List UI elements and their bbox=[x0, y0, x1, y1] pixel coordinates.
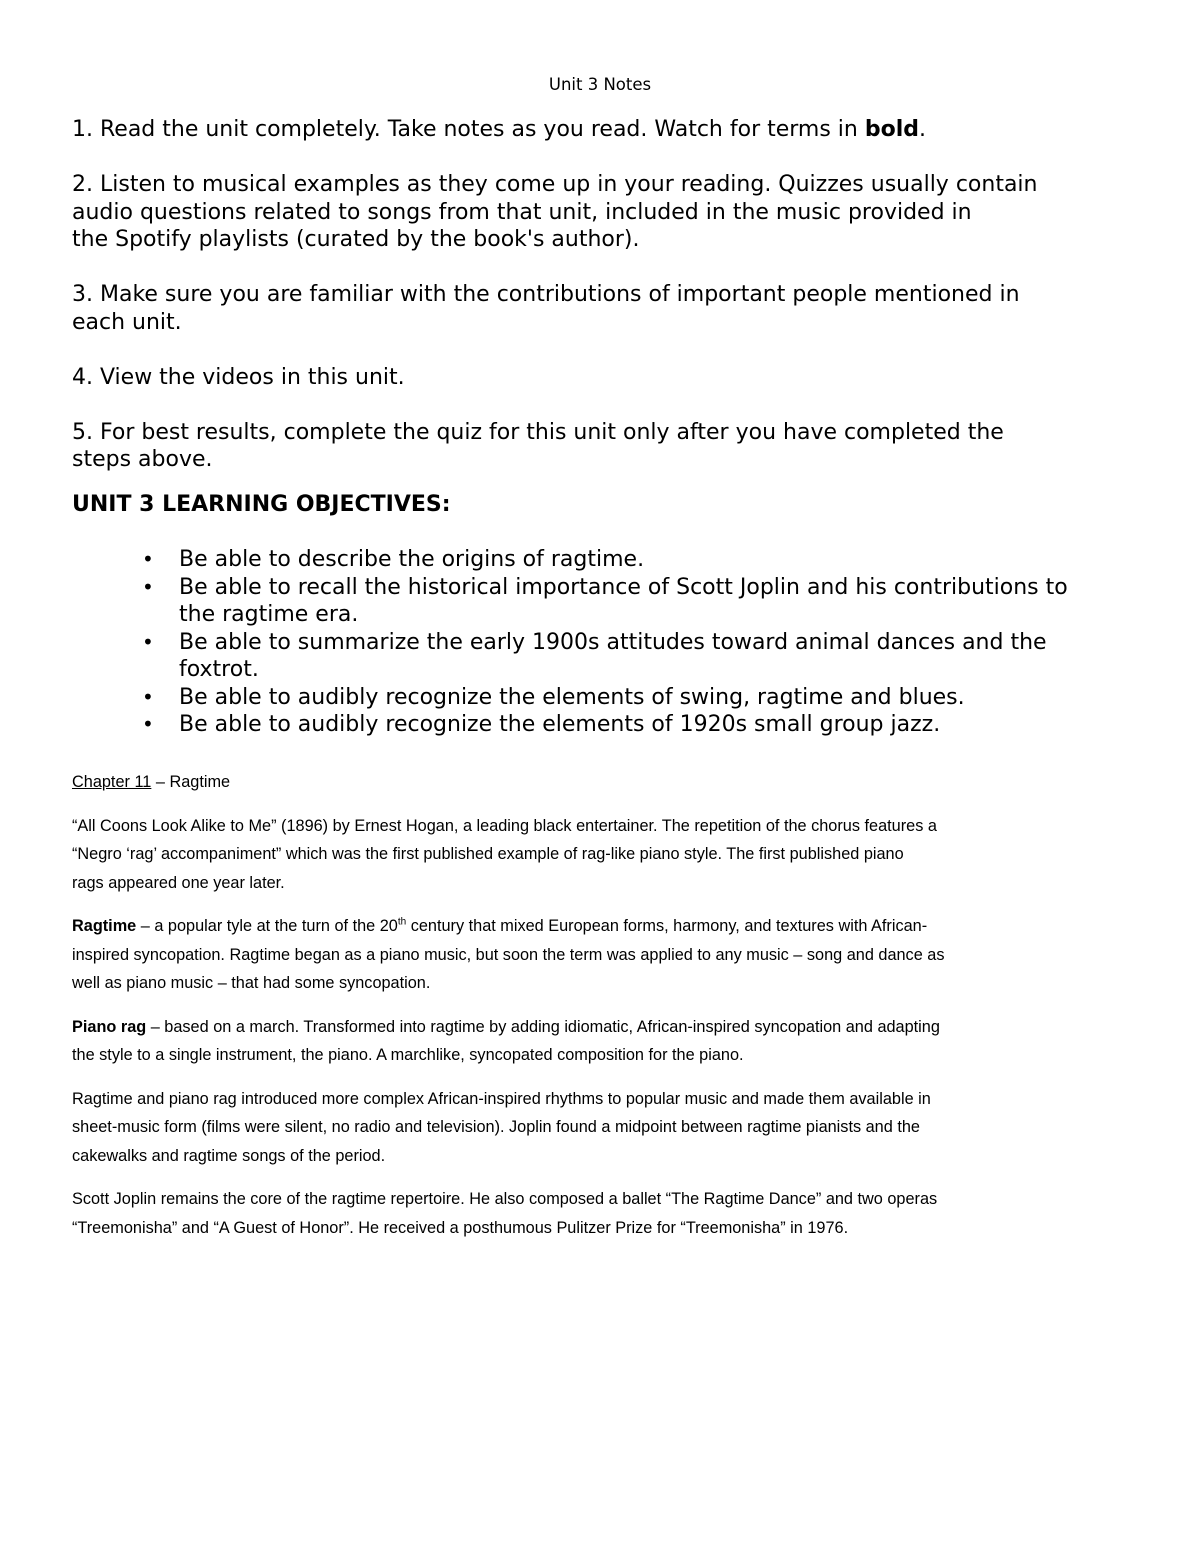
step-3-line-2: each unit. bbox=[72, 309, 182, 335]
objective-1-text: Be able to describe the origins of ragtime. bbox=[179, 547, 645, 572]
step-1-period: . bbox=[919, 117, 927, 142]
page-title: Unit 3 Notes bbox=[548, 75, 652, 94]
paragraph-line: century that mixed European forms, harmony, and textures with African- bbox=[406, 917, 928, 935]
joplin-paragraph bbox=[72, 1185, 1132, 1242]
bullet-icon: • bbox=[142, 712, 154, 736]
bullet-icon: • bbox=[142, 574, 154, 599]
step-2-line-1: 2. Listen to musical examples as they come up in your reading. Quizzes usually contain bbox=[72, 172, 1038, 197]
objective-item bbox=[0, 546, 1139, 574]
paragraph-line: – a popular tyle at the turn of the 20 bbox=[136, 917, 398, 935]
objectives-list bbox=[0, 546, 1200, 739]
step-1-text: 1. Read the unit completely. Take notes as you read. Watch for terms in bbox=[72, 117, 865, 142]
bullet-icon: • bbox=[142, 684, 154, 709]
step-5-line-1: 5. For best results, complete the quiz for this unit only after you have completed the bbox=[72, 419, 1004, 445]
step-5-line-2: steps above. bbox=[72, 447, 213, 472]
objectives-heading: UNIT 3 LEARNING OBJECTIVES: bbox=[72, 492, 451, 517]
paragraph-line: cakewalks and ragtime songs of the period. bbox=[72, 1146, 386, 1165]
hogan-paragraph bbox=[72, 812, 1132, 898]
step-1 bbox=[72, 116, 1132, 144]
paragraph-line: Scott Joplin remains the core of the ragtime repertoire. He also composed a ballet “The Ragtime Dance” and two operas bbox=[72, 1190, 938, 1208]
objective-item bbox=[0, 684, 1139, 712]
objective-3-line-1: Be able to summarize the early 1900s attitudes toward animal dances and the bbox=[179, 629, 1047, 655]
chapter-label: Chapter 11 bbox=[72, 773, 152, 791]
paragraph-line: rags appeared one year later. bbox=[72, 873, 285, 892]
step-4-text: 4. View the videos in this unit. bbox=[72, 364, 405, 390]
chapter-subject: – Ragtime bbox=[151, 773, 231, 791]
ragtime-rhythms-paragraph bbox=[72, 1085, 1132, 1171]
step-5 bbox=[72, 419, 1132, 474]
superscript-th: th bbox=[397, 916, 407, 928]
chapter-notes bbox=[72, 768, 1132, 1257]
step-3-line-1: 3. Make sure you are familiar with the contributions of important people mentioned in bbox=[72, 282, 1020, 307]
step-3 bbox=[72, 281, 1132, 336]
paragraph-line: sheet-music form (films were silent, no radio and television). Joplin found a midpoint between ragtime pianists and the bbox=[72, 1118, 920, 1136]
paragraph-line: “Treemonisha” and “A Guest of Honor”. He received a posthumous Pulitzer Prize for “Treemonisha” in 1976. bbox=[72, 1218, 849, 1237]
paragraph-line: – based on a march. Transformed into ragtime by adding idiomatic, African-inspired syncopation and adapting bbox=[146, 1017, 940, 1036]
objective-5-text: Be able to audibly recognize the elements of 1920s small group jazz. bbox=[179, 712, 941, 737]
objective-2-line-1: Be able to recall the historical importance of Scott Joplin and his contributions to bbox=[179, 574, 1068, 600]
step-4 bbox=[72, 364, 1132, 392]
paragraph-line: the style to a single instrument, the piano. A marchlike, syncopated composition for the piano. bbox=[72, 1046, 744, 1064]
step-2-line-3: the Spotify playlists (curated by the book's author). bbox=[72, 227, 640, 252]
paragraph-line: well as piano music – that had some syncopation. bbox=[72, 974, 431, 992]
paragraph-line: Ragtime and piano rag introduced more complex African-inspired rhythms to popular music and made them available in bbox=[72, 1089, 931, 1108]
instruction-steps bbox=[72, 116, 1132, 501]
objective-4-text: Be able to audibly recognize the elements of swing, ragtime and blues. bbox=[179, 684, 965, 710]
objective-item bbox=[0, 629, 1139, 684]
paragraph-line: “All Coons Look Alike to Me” (1896) by Ernest Hogan, a leading black entertainer. The repetition of the chorus features a bbox=[72, 816, 937, 835]
step-2 bbox=[72, 171, 1132, 254]
bullet-icon: • bbox=[142, 547, 154, 571]
term-piano-rag: Piano rag bbox=[72, 1017, 147, 1036]
ragtime-definition bbox=[72, 912, 1132, 998]
step-2-line-2: audio questions related to songs from that unit, included in the music provided in bbox=[72, 199, 972, 225]
bullet-icon: • bbox=[142, 629, 154, 654]
objective-3-line-2: foxtrot. bbox=[179, 657, 259, 682]
paragraph-line: “Negro ‘rag’ accompaniment” which was the first published example of rag-like piano style. The first published piano bbox=[72, 845, 904, 863]
chapter-heading bbox=[72, 768, 1132, 797]
paragraph-line: inspired syncopation. Ragtime began as a piano music, but soon the term was applied to any music – song and dance as bbox=[72, 945, 945, 964]
piano-rag-definition bbox=[72, 1013, 1132, 1070]
step-1-bold-word: bold bbox=[864, 117, 920, 142]
objective-item bbox=[0, 711, 1139, 739]
term-ragtime: Ragtime bbox=[72, 917, 137, 935]
objective-item bbox=[0, 574, 1139, 629]
objective-2-line-2: the ragtime era. bbox=[179, 602, 359, 627]
